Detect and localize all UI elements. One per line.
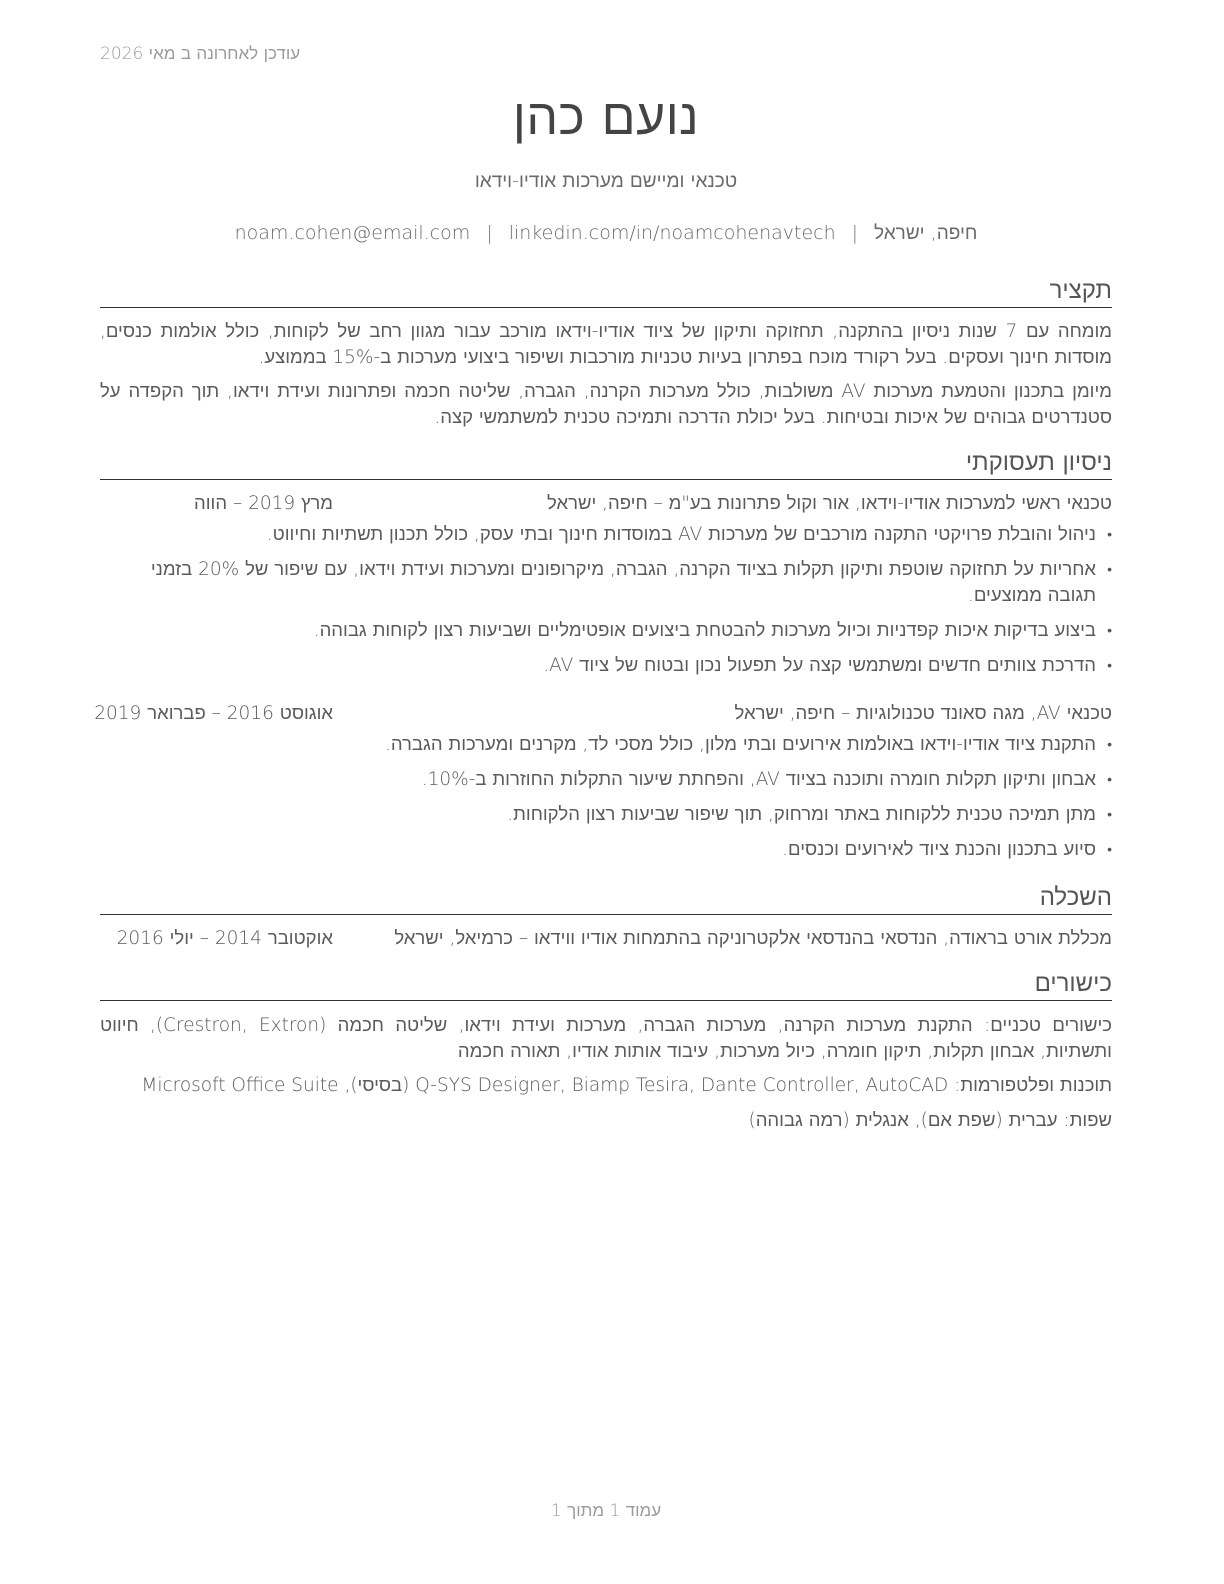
summary-heading: תקציר [100,276,1112,308]
list-item: • מתן תמיכה טכנית ללקוחות באתר ומרחוק, תוך שיפור שביעות רצון הלקוחות. [100,802,1112,828]
job-title: טכנאי AV, מגה סאונד טכנולוגיות – חיפה, ישראל [734,703,1112,724]
education-dates: אוקטובר 2014 – יולי 2016 [116,928,333,949]
contact-linkedin[interactable]: linkedin.com/in/noamcohenavtech [508,222,836,244]
list-item: • הדרכת צוותים חדשים ומשתמשי קצה על תפעול נכון ובטוח של ציוד AV. [100,653,1112,679]
summary-paragraph-1: מומחה עם 7 שנות ניסיון בהתקנה, תחזוקה ותיקון של ציוד אודיו-וידאו מורכב עבור מגוון רחב של לקוחות, כולל אולמות כנסים, מוסדות חינוך ועסקים. בעל רקורד מוכח בפתרון בעיות טכניות מורכבות ושיפור ביצועי מערכות ב-15% בממוצע. [100,321,1112,368]
contact-separator: | [486,222,493,244]
job-dates: מרץ 2019 – הווה [194,493,333,514]
job-dates: אוגוסט 2016 – פברואר 2019 [94,703,333,724]
education-heading: השכלה [100,883,1112,915]
summary-paragraph-2: מיומן בתכנון והטמעת מערכות AV משולבות, כולל מערכות הקרנה, הגברה, שליטה חכמה ופתרונות ועידת וידאו, תוך הקפדה על סטנדרטים גבוהים של איכות ובטיחות. בעל יכולת הדרכה ותמיכה טכנית למשתמשי קצה. [100,381,1112,428]
skills-languages: שפות: עברית (שפת אם), אנגלית (רמה גבוהה) [748,1110,1112,1131]
job-bullets [100,732,1112,872]
education-title: מכללת אורט בראודה, הנדסאי בהנדסאי אלקטרוניקה בהתמחות אודיו ווידאו – כרמיאל, ישראל [394,928,1112,949]
resume-page [94,0,1113,1584]
list-item: • אחריות על תחזוקה שוטפת ותיקון תקלות בציוד הקרנה, הגברה, מיקרופונים ומערכות ועידת וידאו, עם שיפור של 20% בזמני תגובה ממוצעים. [100,557,1112,609]
list-item: • ביצוע בדיקות איכות קפדניות וכיול מערכות להבטחת ביצועים אופטימליים ושביעות רצון לקוחות גבוהה. [100,618,1112,644]
candidate-subtitle: טכנאי ומיישם מערכות אודיו-וידאו [474,170,738,192]
contact-location: חיפה, ישראל [874,222,978,244]
list-item: • התקנת ציוד אודיו-וידאו באולמות אירועים ובתי מלון, כולל מסכי לד, מקרנים ומערכות הגברה. [100,732,1112,758]
contact-line [100,222,1112,245]
education-entry [100,927,1112,953]
contact-email[interactable]: noam.cohen@email.com [234,222,471,244]
list-item: • אבחון ותיקון תקלות חומרה ותוכנה בציוד AV, והפחתת שיעור התקלות החוזרות ב-10%. [100,767,1112,793]
page-number: עמוד 1 מתוך 1 [550,1501,662,1521]
last-updated-text: עודכן לאחרונה ב מאי 2026 [100,44,301,64]
list-item: • סיוע בתכנון והכנת ציוד לאירועים וכנסים. [100,837,1112,863]
skills-software: תוכנות ופלטפורמות: Q-SYS Designer, Biamp Tesira, Dante Controller, AutoCAD (בסיסי), Microsoft Office Suite [141,1075,1112,1096]
job-title: טכנאי ראשי למערכות אודיו-וידאו, אור וקול פתרונות בע"מ – חיפה, ישראל [547,493,1112,514]
list-item: • ניהול והובלת פרויקטי התקנה מורכבים של מערכות AV במוסדות חינוך ובתי עסק, כולל תכנון תשתיות וחיווט. [100,522,1112,548]
contact-separator: | [851,222,859,244]
skills-technical: כישורים טכניים: התקנת מערכות הקרנה, מערכות הגברה, מערכות ועידת וידאו, שליטה חכמה (Crestron, Extron), חיווט ותשתיות, אבחון תקלות, תיקון חומרה, כיול מערכות, עיבוד אותות אודיו, תאורה חכמה [100,1015,1113,1062]
job-header [100,492,1112,518]
candidate-name: נועם כהן [512,88,700,146]
skills-heading: כישורים [100,969,1112,1001]
job-bullets [100,522,1112,688]
job-header [94,702,1112,728]
experience-heading: ניסיון תעסוקתי [100,448,1112,480]
